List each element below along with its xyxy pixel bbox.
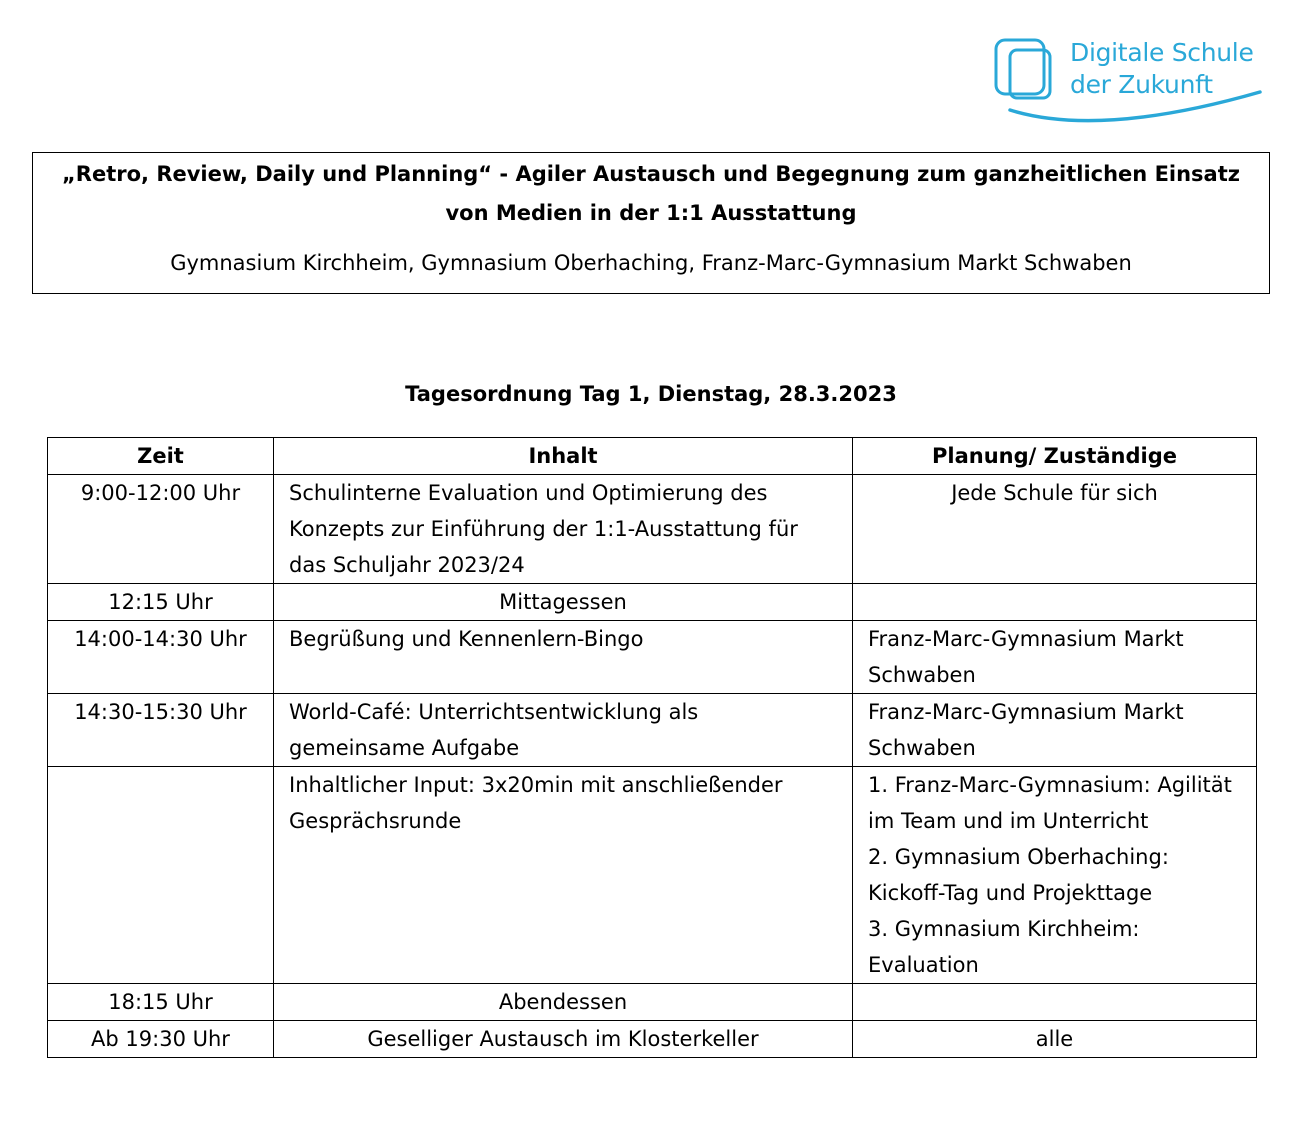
cell-planung: alle bbox=[853, 1021, 1257, 1058]
cell-inhalt: World-Café: Unterrichtsentwicklung als gemeinsame Aufgabe bbox=[274, 694, 853, 767]
planung-item: 2. Gymnasium Oberhaching: Kickoff-Tag und Projekttage bbox=[868, 845, 1169, 905]
table-row bbox=[48, 984, 1257, 1021]
column-header-inhalt: Inhalt bbox=[274, 438, 853, 475]
cell-inhalt: Abendessen bbox=[274, 984, 853, 1021]
cell-inhalt: Begrüßung und Kennenlern-Bingo bbox=[274, 621, 853, 694]
cell-zeit: 18:15 Uhr bbox=[48, 984, 274, 1021]
column-header-planung: Planung/ Zuständige bbox=[853, 438, 1257, 475]
table-row bbox=[48, 475, 1257, 584]
table-row bbox=[48, 694, 1257, 767]
logo-text-line1: Digitale Schule bbox=[1070, 38, 1254, 67]
table-row bbox=[48, 767, 1257, 984]
cell-inhalt: Inhaltlicher Input: 3x20min mit anschließender Gesprächsrunde bbox=[274, 767, 853, 984]
logo-digitale-schule-der-zukunft bbox=[990, 34, 1270, 134]
cell-planung bbox=[853, 984, 1257, 1021]
cell-inhalt: Schulinterne Evaluation und Optimierung des Konzepts zur Einführung der 1:1-Ausstattung für das Schuljahr 2023/24 bbox=[274, 475, 853, 584]
cell-zeit bbox=[48, 767, 274, 984]
planung-item: 3. Gymnasium Kirchheim: Evaluation bbox=[868, 917, 1140, 977]
table-row bbox=[48, 621, 1257, 694]
event-header-box bbox=[32, 152, 1270, 294]
cell-planung bbox=[853, 767, 1257, 984]
cell-inhalt: Geselliger Austausch im Klosterkeller bbox=[274, 1021, 853, 1058]
cell-zeit: Ab 19:30 Uhr bbox=[48, 1021, 274, 1058]
planung-item: 1. Franz-Marc-Gymnasium: Agilität im Team und im Unterricht bbox=[868, 773, 1232, 833]
event-title-line1: „Retro, Review, Daily und Planning“ - Agiler Austausch und Begegnung zum ganzheitlichen Einsatz bbox=[62, 162, 1240, 186]
table-header-row bbox=[48, 438, 1257, 475]
cell-zeit: 12:15 Uhr bbox=[48, 584, 274, 621]
agenda-table bbox=[47, 437, 1257, 1058]
cell-planung bbox=[853, 584, 1257, 621]
table-row bbox=[48, 1021, 1257, 1058]
event-title bbox=[33, 155, 1269, 233]
column-header-zeit: Zeit bbox=[48, 438, 274, 475]
event-title-line2: von Medien in der 1:1 Ausstattung bbox=[445, 201, 857, 225]
cell-inhalt: Mittagessen bbox=[274, 584, 853, 621]
cell-planung: Franz-Marc-Gymnasium Markt Schwaben bbox=[853, 694, 1257, 767]
cell-zeit: 14:00-14:30 Uhr bbox=[48, 621, 274, 694]
cell-zeit: 9:00-12:00 Uhr bbox=[48, 475, 274, 584]
cell-planung: Franz-Marc-Gymnasium Markt Schwaben bbox=[853, 621, 1257, 694]
agenda-heading: Tagesordnung Tag 1, Dienstag, 28.3.2023 bbox=[405, 382, 897, 406]
logo-text-line2: der Zukunft bbox=[1070, 70, 1213, 99]
table-row bbox=[48, 584, 1257, 621]
cell-planung: Jede Schule für sich bbox=[853, 475, 1257, 584]
participating-schools: Gymnasium Kirchheim, Gymnasium Oberhaching, Franz-Marc-Gymnasium Markt Schwaben bbox=[170, 251, 1132, 275]
cell-zeit: 14:30-15:30 Uhr bbox=[48, 694, 274, 767]
